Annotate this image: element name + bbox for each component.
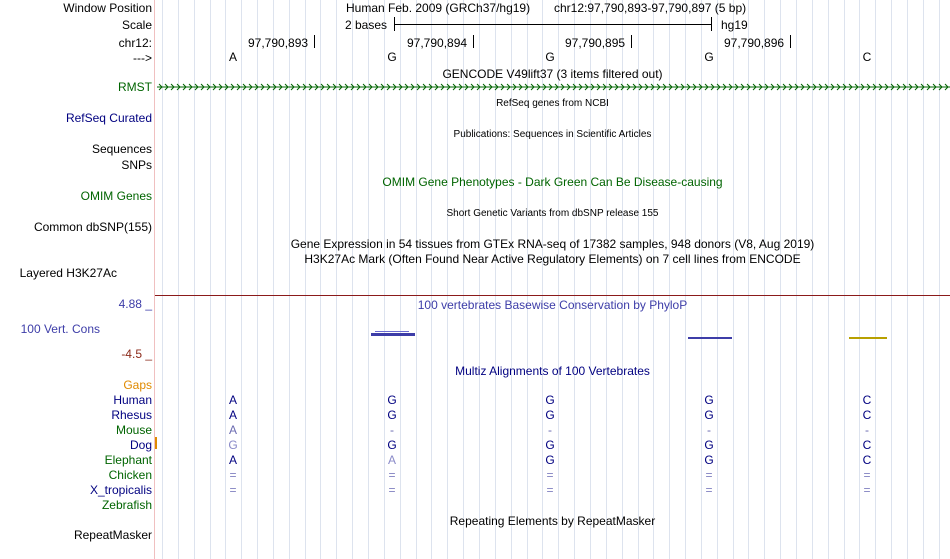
alignment-base-mouse: -	[390, 423, 394, 437]
label-species-mouse[interactable]: Mouse	[115, 423, 152, 437]
alignment-base-chicken: =	[388, 468, 396, 482]
label-omim-genes[interactable]: OMIM Genes	[80, 189, 152, 203]
alignment-base-xtrop: =	[388, 483, 396, 497]
alignment-base-xtrop: =	[229, 483, 237, 497]
label-species-human[interactable]: Human	[113, 393, 152, 407]
coord-tick	[314, 35, 315, 48]
label-sequences[interactable]: Sequences	[91, 142, 152, 156]
alignment-base-dog: G	[545, 438, 555, 452]
label-species-xtropicalis[interactable]: X_tropicalis	[89, 483, 152, 497]
gtex-track-title[interactable]: Gene Expression in 54 tissues from GTEx RNA-seq of 17382 samples, 948 donors (V8, Aug 2019)	[290, 237, 815, 251]
coord-tick	[473, 35, 474, 48]
alignment-base-mouse: A	[228, 423, 237, 437]
label-layered-h3k27ac[interactable]: Layered H3K27Ac	[19, 266, 117, 280]
alignment-base-human: G	[545, 393, 555, 407]
coord-label: 97,790,894	[407, 36, 468, 50]
alignment-base-chicken: =	[546, 468, 554, 482]
label-snps[interactable]: SNPs	[121, 158, 152, 172]
rmst-gene-feature[interactable]	[157, 82, 950, 92]
alignment-base-rhesus: G	[545, 408, 555, 422]
reference-base: G	[545, 50, 555, 64]
alignment-base-elephant: C	[862, 453, 872, 467]
label-divider	[154, 0, 155, 559]
assembly-title: Human Feb. 2009 (GRCh37/hg19)	[346, 1, 531, 15]
label-species-elephant[interactable]: Elephant	[104, 453, 152, 467]
coord-tick	[790, 35, 791, 48]
cons-max-value: 4.88 _	[118, 297, 152, 311]
scale-bar-right-tick	[711, 17, 712, 31]
alignment-base-elephant: G	[545, 453, 555, 467]
alignment-base-dog: G	[228, 438, 238, 452]
alignment-base-elephant: A	[387, 453, 396, 467]
alignment-base-mouse: -	[707, 423, 711, 437]
multiz-track-title[interactable]: Multiz Alignments of 100 Vertebrates	[455, 364, 650, 378]
alignment-base-rhesus: A	[228, 408, 237, 422]
label-repeatmasker[interactable]: RepeatMasker	[73, 528, 152, 542]
coord-label: 97,790,895	[565, 36, 626, 50]
dog-gap-marker	[155, 437, 157, 449]
alignment-base-human: C	[862, 393, 872, 407]
track-label-column	[0, 0, 154, 559]
dbsnp-track-title[interactable]: Short Genetic Variants from dbSNP release 155	[446, 208, 659, 219]
refseq-track-title[interactable]: RefSeq genes from NCBI	[496, 98, 609, 109]
alignment-base-dog: G	[704, 438, 714, 452]
repeatmasker-track-title[interactable]: Repeating Elements by RepeatMasker	[449, 514, 656, 528]
alignment-base-mouse: -	[865, 423, 869, 437]
coord-tick	[631, 35, 632, 48]
cons-min-value: -4.5 _	[121, 347, 152, 361]
alignment-base-dog: C	[862, 438, 872, 452]
label-scale[interactable]: Scale	[121, 18, 152, 32]
reference-base: A	[228, 50, 237, 64]
alignment-base-human: G	[704, 393, 714, 407]
alignment-base-xtrop: =	[705, 483, 713, 497]
label-strand-arrow[interactable]: --->	[133, 51, 152, 65]
label-rmst[interactable]: RMST	[118, 80, 152, 94]
alignment-base-dog: G	[387, 438, 397, 452]
track-separator	[155, 295, 950, 296]
label-100-vert-cons[interactable]: 100 Vert. Cons	[20, 322, 100, 336]
reference-base: C	[862, 50, 872, 64]
alignment-base-rhesus: G	[704, 408, 714, 422]
coord-label: 97,790,896	[724, 36, 785, 50]
alignment-base-xtrop: =	[546, 483, 554, 497]
omim-track-title[interactable]: OMIM Gene Phenotypes - Dark Green Can Be Disease-causing	[382, 175, 723, 189]
alignment-base-human: G	[387, 393, 397, 407]
alignment-base-mouse: -	[548, 423, 552, 437]
coord-label: 97,790,893	[248, 36, 309, 50]
label-window-position[interactable]: Window Position	[63, 1, 152, 15]
publications-track-title[interactable]: Publications: Sequences in Scientific Articles	[453, 129, 652, 140]
alignment-base-human: A	[228, 393, 237, 407]
h3k27ac-track-title[interactable]: H3K27Ac Mark (Often Found Near Active Regulatory Elements) on 7 cell lines from ENCODE	[304, 252, 801, 266]
phylop-conservation-plot[interactable]	[155, 328, 950, 344]
alignment-base-rhesus: C	[862, 408, 872, 422]
alignment-base-rhesus: G	[387, 408, 397, 422]
window-position-text: chr12:97,790,893-97,790,897 (5 bp)	[554, 1, 747, 15]
scale-text: 2 bases	[345, 18, 388, 32]
alignment-base-chicken: =	[863, 468, 871, 482]
label-species-zebrafish[interactable]: Zebrafish	[101, 498, 152, 512]
scale-bar	[394, 24, 712, 25]
alignment-base-elephant: G	[704, 453, 714, 467]
alignment-base-chicken: =	[705, 468, 713, 482]
gencode-track-title[interactable]: GENCODE V49lift37 (3 items filtered out)	[442, 67, 663, 81]
reference-base: G	[387, 50, 397, 64]
label-common-dbsnp[interactable]: Common dbSNP(155)	[33, 220, 152, 234]
db-name: hg19	[721, 18, 748, 32]
alignment-base-elephant: A	[228, 453, 237, 467]
label-gaps[interactable]: Gaps	[123, 378, 152, 392]
label-refseq-curated[interactable]: RefSeq Curated	[65, 111, 152, 125]
label-species-dog[interactable]: Dog	[129, 438, 152, 452]
alignment-base-xtrop: =	[863, 483, 871, 497]
label-chr[interactable]: chr12:	[118, 36, 152, 50]
label-species-rhesus[interactable]: Rhesus	[111, 408, 152, 422]
alignment-base-chicken: =	[229, 468, 237, 482]
reference-base: G	[704, 50, 714, 64]
label-species-chicken[interactable]: Chicken	[108, 468, 152, 482]
phylop-track-title[interactable]: 100 vertebrates Basewise Conservation by PhyloP	[417, 298, 688, 312]
